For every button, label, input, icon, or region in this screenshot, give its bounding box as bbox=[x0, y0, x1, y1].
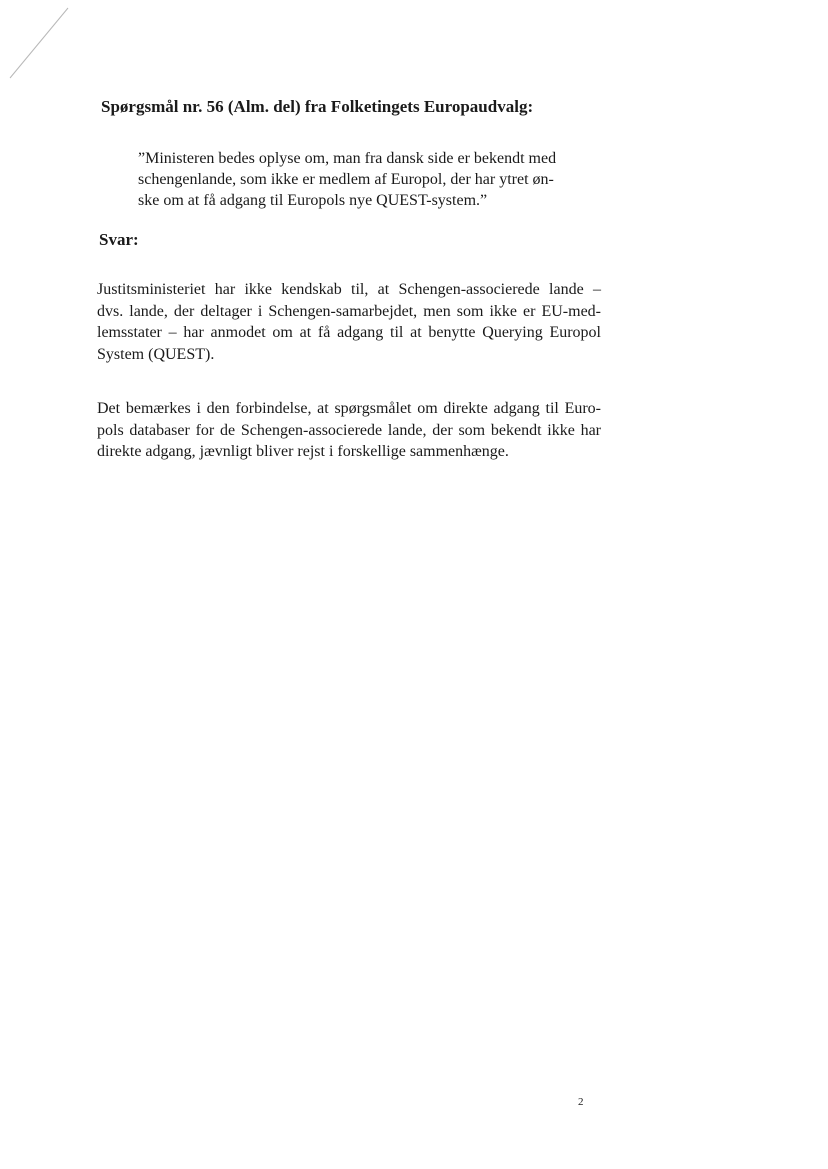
paragraph-line: direkte adgang, jævnligt bliver rejst i forskellige sammenhænge. bbox=[97, 443, 509, 460]
paragraph-line: Det bemærkes i den forbindelse, at spørgsmålet om direkte adgang til Euro- bbox=[97, 400, 601, 417]
page-number: 2 bbox=[578, 1096, 584, 1108]
scan-artifact-line bbox=[0, 0, 80, 90]
question-quote bbox=[138, 148, 578, 211]
paragraph-line: pols databaser for de Schengen-associerede lande, der som bekendt ikke har bbox=[97, 421, 601, 439]
question-line: ske om at få adgang til Europols nye QUEST-system.” bbox=[138, 192, 488, 209]
answer-paragraph-2 bbox=[97, 398, 601, 463]
paragraph-line: System (QUEST). bbox=[97, 345, 215, 363]
paragraph-line: dvs. lande, der deltager i Schengen-samarbejdet, men som ikke er EU-med- bbox=[97, 302, 601, 320]
answer-label: Svar: bbox=[99, 230, 139, 249]
question-line: ”Ministeren bedes oplyse om, man fra dansk side er bekendt med bbox=[138, 150, 557, 167]
paragraph-line: Justitsministeriet har ikke kendskab til, at Schengen-associerede lande – bbox=[97, 281, 601, 298]
paragraph-line: lemsstater – har anmodet om at få adgang til at benytte Querying Europol bbox=[97, 324, 601, 341]
answer-paragraph-1 bbox=[97, 279, 601, 365]
question-line: schengenlande, som ikke er medlem af Europol, der har ytret øn- bbox=[138, 171, 554, 188]
question-heading: Spørgsmål nr. 56 (Alm. del) fra Folketingets Europaudvalg: bbox=[101, 97, 534, 116]
